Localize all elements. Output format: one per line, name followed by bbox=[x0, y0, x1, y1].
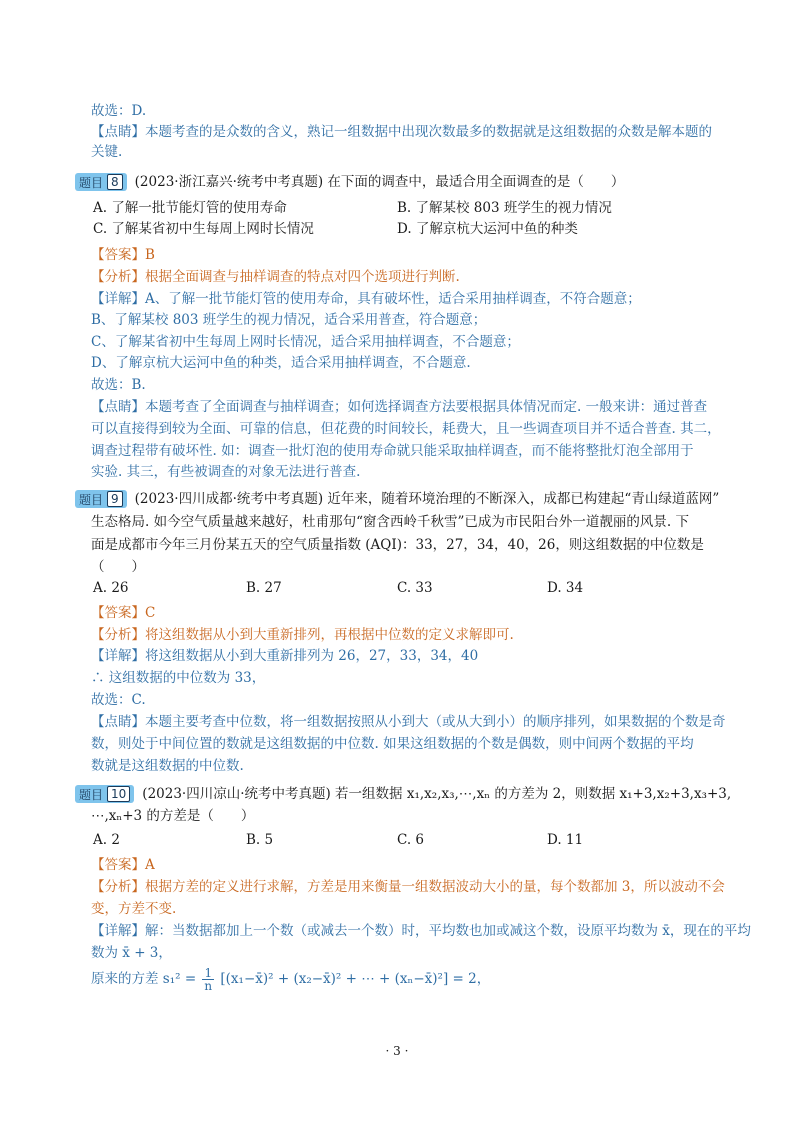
question-stem-line: 生态格局. 如今空气质量越来越好，杜甫那句“窗含西岭千秋雪”已成为市民阳台外一道靓丽的风景. 下 bbox=[91, 514, 689, 530]
fraction-denominator: n bbox=[204, 979, 213, 993]
question-badge-label: 题目 bbox=[79, 175, 104, 190]
fraction-numerator: 1 bbox=[204, 966, 213, 980]
question-badge bbox=[75, 173, 127, 191]
note-line: 【点睛】本题主要考查中位数，将一组数据按照从小到大（或从大到小）的顺序排列，如果数据的个数是奇 bbox=[91, 714, 726, 730]
page-number: · 3 · bbox=[385, 1044, 409, 1058]
question-stem: (2023·四川凉山·统考中考真题) 若一组数据 x₁,x₂,x₃,⋯,xₙ 的方差为 2，则数据 x₁+3,x₂+3,x₃+3, bbox=[142, 786, 732, 802]
note-line: 数就是这组数据的中位数. bbox=[91, 758, 244, 774]
question-stem-line: 面是成都市今年三月份某五天的空气质量指数 (AQI)：33，27，34，40，26，则这组数据的中位数是 bbox=[91, 537, 704, 553]
question-number: 10 bbox=[107, 786, 130, 802]
detail-line: ∴ 这组数据的中位数为 33， bbox=[91, 670, 266, 686]
note-line: 可以直接得到较为全面、可靠的信息，但花费的时间较长，耗费大，且一些调查项目并不适合普查. 其二， bbox=[91, 421, 721, 437]
note-line: 【点睛】本题考查的是众数的含义，熟记一组数据中出现次数最多的数据就是这组数据的众数是解本题的 bbox=[91, 124, 712, 140]
option-d: D. 11 bbox=[547, 832, 584, 848]
question-badge bbox=[75, 785, 134, 803]
detail-line: 【详解】解：当数据都加上一个数（或减去一个数）时，平均数也加或减这个数，设原平均数为 x̄，现在的平均 bbox=[91, 923, 751, 939]
detail-line: 故选：B. bbox=[91, 377, 146, 393]
detail-line: 【详解】将这组数据从小到大重新排列为 26，27，33，34，40 bbox=[91, 648, 479, 664]
detail-line: 【详解】A、了解一批节能灯管的使用寿命，具有破坏性，适合采用抽样调查，不符合题意； bbox=[91, 291, 641, 307]
note-line: 【点睛】本题考查了全面调查与抽样调查；如何选择调查方法要根据具体情况而定. 一般来讲：通过普查 bbox=[91, 399, 708, 415]
choice-line: 故选：D. bbox=[91, 103, 147, 119]
answer-line: 【答案】A bbox=[91, 857, 155, 873]
option-c: C. 6 bbox=[397, 832, 425, 848]
option-a: A. 了解一批节能灯管的使用寿命 bbox=[93, 200, 287, 216]
question-badge-label: 题目 bbox=[79, 787, 104, 802]
option-c: C. 了解某省初中生每周上网时长情况 bbox=[93, 221, 314, 237]
detail-line: B、了解某校 803 班学生的视力情况，适合采用普查，符合题意； bbox=[91, 312, 487, 328]
option-a: A. 2 bbox=[93, 832, 120, 848]
question-stem-line: ⋯,xₙ+3 的方差是（ ） bbox=[91, 808, 255, 824]
detail-line: D、了解京杭大运河中鱼的种类，适合采用抽样调查，不合题意. bbox=[91, 355, 471, 371]
question-stem-line: （ ） bbox=[91, 559, 145, 575]
note-line: 数，则处于中间位置的数就是这组数据的中位数. 如果这组数据的个数是偶数，则中间两个数据的平均 bbox=[91, 736, 694, 752]
question-number: 8 bbox=[107, 174, 123, 190]
question-9-header bbox=[75, 489, 719, 509]
fraction bbox=[202, 967, 214, 992]
detail-line: 故选：C. bbox=[91, 692, 146, 708]
option-b: B. 了解某校 803 班学生的视力情况 bbox=[397, 200, 612, 216]
analysis-line: 变，方差不变. bbox=[91, 901, 177, 917]
question-badge-label: 题目 bbox=[79, 492, 104, 507]
answer-line: 【答案】C bbox=[91, 605, 156, 621]
answer-line: 【答案】B bbox=[91, 247, 155, 263]
option-d: D. 了解京杭大运河中鱼的种类 bbox=[397, 221, 578, 237]
option-b: B. 27 bbox=[246, 580, 282, 596]
note-line: 关键. bbox=[91, 144, 123, 160]
option-c: C. 33 bbox=[397, 580, 433, 596]
note-line: 实验. 其三，有些被调查的对象无法进行普查. bbox=[91, 464, 361, 480]
question-stem: (2023·四川成都·统考中考真题) 近年来，随着环境治理的不断深入，成都已构建起“青山绿道蓝网” bbox=[134, 491, 720, 507]
question-badge bbox=[75, 490, 127, 508]
option-b: B. 5 bbox=[246, 832, 274, 848]
option-d: D. 34 bbox=[547, 580, 584, 596]
question-10-header bbox=[75, 784, 731, 804]
option-a: A. 26 bbox=[93, 580, 129, 596]
analysis-line: 【分析】根据全面调查与抽样调查的特点对四个选项进行判断. bbox=[91, 269, 460, 285]
analysis-line: 【分析】根据方差的定义进行求解，方差是用来衡量一组数据波动大小的量，每个数都加 3，所以波动不会 bbox=[91, 879, 725, 895]
detail-line: 数为 x̄ + 3， bbox=[91, 945, 172, 961]
formula-prefix: 原来的方差 s₁² = bbox=[91, 971, 197, 987]
formula-body: [(x₁−x̄)² + (x₂−x̄)² + ⋯ + (xₙ−x̄)²] = 2， bbox=[220, 971, 491, 987]
variance-formula bbox=[91, 966, 490, 992]
question-stem: (2023·浙江嘉兴·统考中考真题) 在下面的调查中，最适合用全面调查的是（ ） bbox=[134, 174, 625, 190]
analysis-line: 【分析】将这组数据从小到大重新排列，再根据中位数的定义求解即可. bbox=[91, 627, 514, 643]
detail-line: C、了解某省初中生每周上网时长情况，适合采用抽样调查，不合题意； bbox=[91, 334, 520, 350]
note-line: 调查过程带有破坏性. 如：调查一批灯泡的使用寿命就只能采取抽样调查，而不能将整批灯泡全部用于 bbox=[91, 443, 694, 459]
question-number: 9 bbox=[107, 491, 123, 507]
question-8-header bbox=[75, 172, 624, 192]
